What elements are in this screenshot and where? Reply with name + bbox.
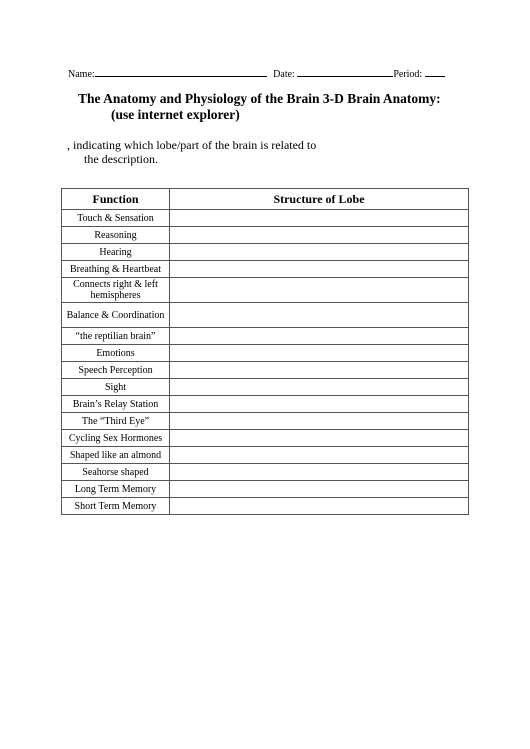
function-cell: Long Term Memory (62, 481, 170, 498)
function-cell: Reasoning (62, 227, 170, 244)
table-row (62, 464, 469, 481)
page-title: The Anatomy and Physiology of the Brain 3-D Brain Anatomy: (78, 91, 441, 106)
structure-answer-cell[interactable] (170, 303, 469, 328)
structure-answer-cell[interactable] (170, 498, 469, 515)
function-cell: Breathing & Heartbeat (62, 261, 170, 278)
structure-answer-cell[interactable] (170, 227, 469, 244)
table-row (62, 447, 469, 464)
function-structure-table (61, 188, 469, 515)
structure-answer-cell[interactable] (170, 210, 469, 227)
function-cell: Shaped like an almond (62, 447, 170, 464)
table-row (62, 379, 469, 396)
table-row (62, 362, 469, 379)
table-row (62, 303, 469, 328)
date-field[interactable] (297, 66, 393, 77)
instructions-line-1: , indicating which lobe/part of the brain is related to (67, 138, 317, 152)
function-cell: “the reptilian brain” (62, 328, 170, 345)
table-row (62, 413, 469, 430)
structure-answer-cell[interactable] (170, 379, 469, 396)
table-row (62, 328, 469, 345)
table-row (62, 481, 469, 498)
structure-answer-cell[interactable] (170, 430, 469, 447)
function-cell: Cycling Sex Hormones (62, 430, 170, 447)
table-row (62, 396, 469, 413)
function-cell: Sight (62, 379, 170, 396)
table-row (62, 498, 469, 515)
structure-answer-cell[interactable] (170, 447, 469, 464)
table-row (62, 210, 469, 227)
structure-answer-cell[interactable] (170, 362, 469, 379)
function-cell: Balance & Coordination (62, 303, 170, 328)
function-cell: Connects right & left hemispheres (62, 278, 170, 303)
date-label: Date: (273, 69, 295, 80)
function-cell: Brain’s Relay Station (62, 396, 170, 413)
function-cell: Hearing (62, 244, 170, 261)
name-label: Name: (68, 69, 95, 80)
table-row (62, 227, 469, 244)
function-cell: The “Third Eye” (62, 413, 170, 430)
function-cell: Seahorse shaped (62, 464, 170, 481)
instructions-line-2: the description. (84, 152, 158, 166)
structure-answer-cell[interactable] (170, 413, 469, 430)
table-row (62, 430, 469, 447)
table-row (62, 261, 469, 278)
structure-answer-cell[interactable] (170, 396, 469, 413)
function-cell: Touch & Sensation (62, 210, 170, 227)
function-cell: Short Term Memory (62, 498, 170, 515)
column-header-structure: Structure of Lobe (170, 189, 469, 210)
function-cell: Emotions (62, 345, 170, 362)
structure-answer-cell[interactable] (170, 345, 469, 362)
table-row (62, 278, 469, 303)
period-field[interactable] (425, 66, 445, 77)
column-header-function: Function (62, 189, 170, 210)
table-header-row (62, 189, 469, 210)
structure-answer-cell[interactable] (170, 244, 469, 261)
structure-answer-cell[interactable] (170, 464, 469, 481)
function-cell: Speech Perception (62, 362, 170, 379)
page-subtitle: (use internet explorer) (111, 107, 240, 122)
structure-answer-cell[interactable] (170, 481, 469, 498)
period-label: Period: (393, 69, 423, 80)
header-fields (68, 66, 445, 80)
structure-answer-cell[interactable] (170, 261, 469, 278)
table-row (62, 345, 469, 362)
table-row (62, 244, 469, 261)
structure-answer-cell[interactable] (170, 278, 469, 303)
structure-answer-cell[interactable] (170, 328, 469, 345)
name-field[interactable] (95, 66, 267, 77)
